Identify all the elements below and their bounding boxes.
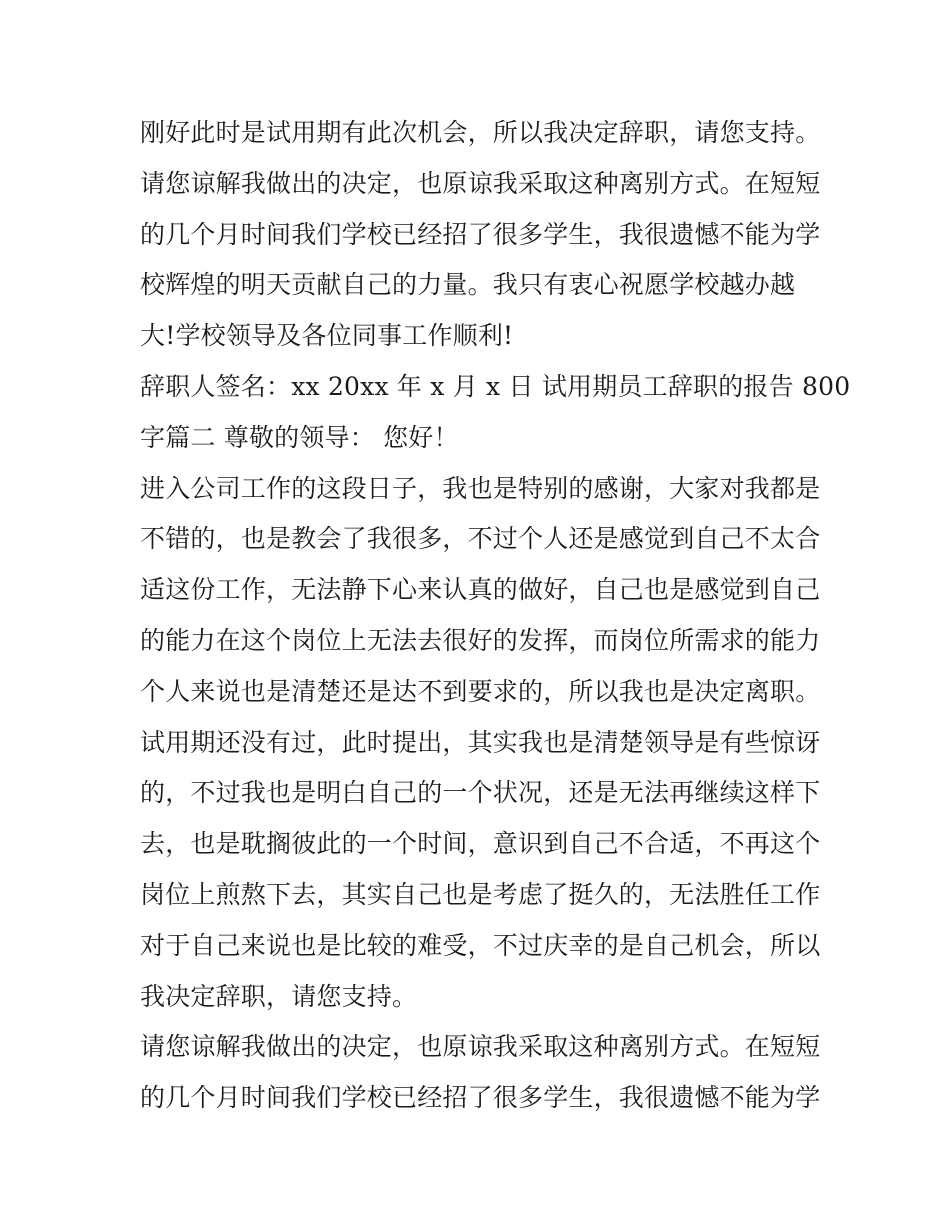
greeting-line: 字篇二 尊敬的领导： 您好！ — [140, 422, 459, 452]
text-line: 去，也是耽搁彼此的一个时间，意识到自己不合适，不再这个 — [140, 829, 821, 859]
text-line: 的，不过我也是明白自己的一个状况，还是无法再继续这样下 — [140, 778, 821, 808]
text-line: 的几个月时间我们学校已经招了很多学生，我很遗憾不能为学 — [140, 1083, 821, 1113]
text-line: 请您谅解我做出的决定，也原谅我采取这种离别方式。在短短 — [140, 1032, 821, 1062]
text-line: 请您谅解我做出的决定，也原谅我采取这种离别方式。在短短 — [140, 168, 821, 198]
text-line: 我决定辞职，请您支持。 — [140, 981, 418, 1011]
text-line: 大!学校领导及各位同事工作顺利! — [140, 321, 514, 351]
text-line: 校辉煌的明天贡献自己的力量。我只有衷心祝愿学校越办越 — [140, 270, 796, 300]
text-line: 对于自己来说也是比较的难受，不过庆幸的是自己机会，所以 — [140, 930, 821, 960]
signature-line: 辞职人签名：xx 20xx 年 x 月 x 日 试用期员工辞职的报告 800 — [140, 371, 851, 401]
text-line: 个人来说也是清楚还是达不到要求的，所以我也是决定离职。 — [140, 676, 821, 706]
text-line: 的能力在这个岗位上无法去很好的发挥，而岗位所需求的能力 — [140, 625, 821, 655]
text-line: 不错的，也是教会了我很多，不过个人还是感觉到自己不太合 — [140, 524, 821, 554]
text-line: 的几个月时间我们学校已经招了很多学生，我很遗憾不能为学 — [140, 219, 821, 249]
text-line: 试用期还没有过，此时提出，其实我也是清楚领导是有些惊讶 — [140, 727, 821, 757]
text-line: 岗位上煎熬下去，其实自己也是考虑了挺久的，无法胜任工作 — [140, 879, 821, 909]
document-body — [140, 108, 851, 1124]
text-line: 刚好此时是试用期有此次机会，所以我决定辞职，请您支持。 — [140, 118, 821, 147]
text-line: 进入公司工作的这段日子，我也是特别的感谢，大家对我都是 — [140, 473, 821, 503]
text-line: 适这份工作，无法静下心来认真的做好，自己也是感觉到自己 — [140, 575, 821, 605]
